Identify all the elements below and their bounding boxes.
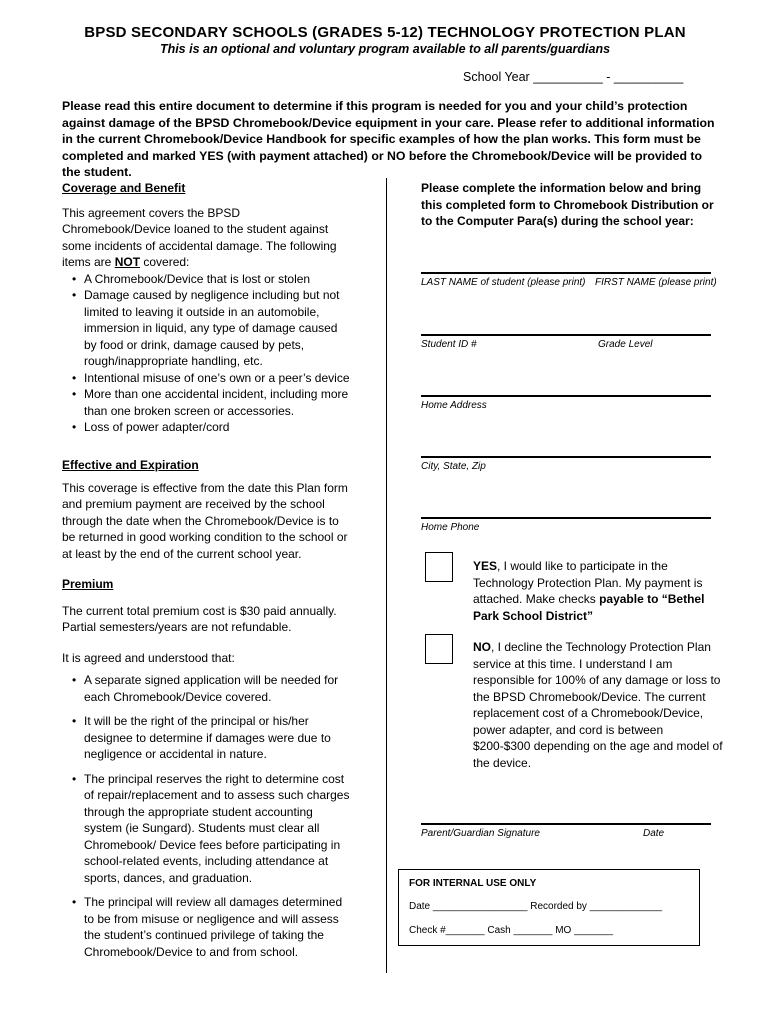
list-item: • More than one accidental incident, including more than one broken screen or accessories. [84, 386, 350, 419]
list-item: • Damage caused by negligence including but not limited to leaving it outside in an automobile, immersion in liquid, any type of damage caused by food or drink, damage caused by pets, rough/inappropriate handling, etc. [84, 287, 350, 370]
coverage-text-start: This agreement covers the BPSD Chromebook/Device loaned to the student against some incidents of accidental damage. The following items are [62, 205, 337, 269]
student-id-label: Student ID # [421, 339, 477, 350]
home-address-line[interactable] [421, 395, 711, 397]
effective-text: This coverage is effective from the date this Plan form and premium payment are received by the school through the date when the Chromebook/Device is to be returned in good working condition to the school or at least by the end of the current school year. [62, 480, 348, 561]
yes-word: YES [473, 559, 498, 573]
city-state-zip-line[interactable] [421, 456, 711, 458]
premium-heading: Premium [62, 577, 114, 591]
internal-payment-line: Check #_______ Cash _______ MO _______ [409, 925, 614, 936]
coverage-text-end: covered: [140, 255, 190, 269]
no-option-text [473, 639, 723, 771]
form-instructions: Please complete the information below and bring this completed form to Chromebook Distribution or to the Computer Para(s) during the school year: [421, 181, 714, 228]
date-label: Date [643, 828, 665, 839]
column-divider [386, 178, 387, 973]
student-name-line[interactable] [421, 272, 711, 274]
first-name-label: FIRST NAME (please print) [595, 277, 717, 288]
not-emphasis: NOT [114, 255, 141, 269]
effective-heading: Effective and Expiration [62, 458, 199, 472]
home-address-label: Home Address [421, 400, 487, 411]
city-state-zip-label: City, State, Zip [421, 461, 486, 472]
premium-text: The current total premium cost is $30 paid annually. Partial semesters/years are not refundable. [62, 603, 337, 634]
grade-level-label: Grade Level [598, 339, 653, 350]
no-description: , I decline the Technology Protection Plan service at this time. I understand I am responsible for 100% of any damage or loss to the BPSD Chromebook/Device. The current replacement cost of a Chromebook/Device, power adapter, and cord is between $200-$300 depending on the age and model of the device. [473, 640, 723, 770]
payable-to-text: payable to “Bethel Park School District” [473, 592, 705, 623]
document-title: BPSD SECONDARY SCHOOLS (GRADES 5-12) TECHNOLOGY PROTECTION PLAN [84, 24, 686, 41]
list-item: • Loss of power adapter/cord [84, 419, 350, 436]
list-item: • A Chromebook/Device that is lost or stolen [84, 271, 350, 288]
yes-option-text [473, 558, 723, 624]
internal-use-box [398, 869, 700, 946]
last-name-label: LAST NAME of student (please print) [421, 277, 586, 288]
no-checkbox[interactable] [425, 634, 453, 664]
internal-date-recorded-line: Date _________________ Recorded by _____________ [409, 901, 663, 912]
document-subtitle: This is an optional and voluntary program available to all parents/guardians [159, 42, 611, 56]
signature-line[interactable] [421, 823, 711, 825]
coverage-section [62, 180, 350, 436]
student-id-line[interactable] [421, 334, 711, 336]
coverage-heading: Coverage and Benefit [62, 181, 186, 195]
coverage-text [62, 205, 350, 271]
yes-checkbox[interactable] [425, 552, 453, 582]
list-item: • Intentional misuse of one’s own or a peer’s device [84, 370, 350, 387]
agreed-text: It is agreed and understood that: [62, 650, 235, 665]
intro-paragraph: Please read this entire document to determine if this program is needed for you and your child’s protection against damage of the BPSD Chromebook/Device equipment in your care. Please refer to additional information in the current Chromebook/Device Handbook for specific examples of how the plan works. This form must be completed and marked YES (with payment attached) or NO before the Chromebook/Device will be provided to the student. [62, 99, 715, 179]
list-item: • The principal reserves the right to determine cost of repair/replacement and to assess such charges through the appropriate student accounting system (ie Sungard). Students must clear all Chromebook/ Device fees before participating in school-related events, including attendance at sports, dances, and graduation. [84, 771, 350, 887]
premium-terms-list [62, 672, 350, 960]
effective-section [62, 457, 350, 562]
coverage-exclusions-list [62, 271, 350, 436]
list-item: • A separate signed application will be needed for each Chromebook/Device covered. [84, 672, 350, 705]
premium-section [62, 576, 350, 968]
home-phone-line[interactable] [421, 517, 711, 519]
home-phone-label: Home Phone [421, 522, 480, 533]
yes-description: , I would like to participate in the Technology Protection Plan. My payment is attached. Make checks [473, 559, 703, 606]
no-word: NO [473, 640, 491, 654]
school-year-field[interactable]: School Year __________ - __________ [463, 70, 684, 84]
list-item: • The principal will review all damages determined to be from misuse or negligence and will assess the student’s continued privilege of taking the Chromebook/Device to and from school. [84, 894, 350, 960]
signature-label: Parent/Guardian Signature [421, 828, 540, 839]
internal-use-title: FOR INTERNAL USE ONLY [409, 878, 537, 889]
list-item: • It will be the right of the principal or his/her designee to determine if damages were due to negligence or accidental in nature. [84, 713, 350, 763]
